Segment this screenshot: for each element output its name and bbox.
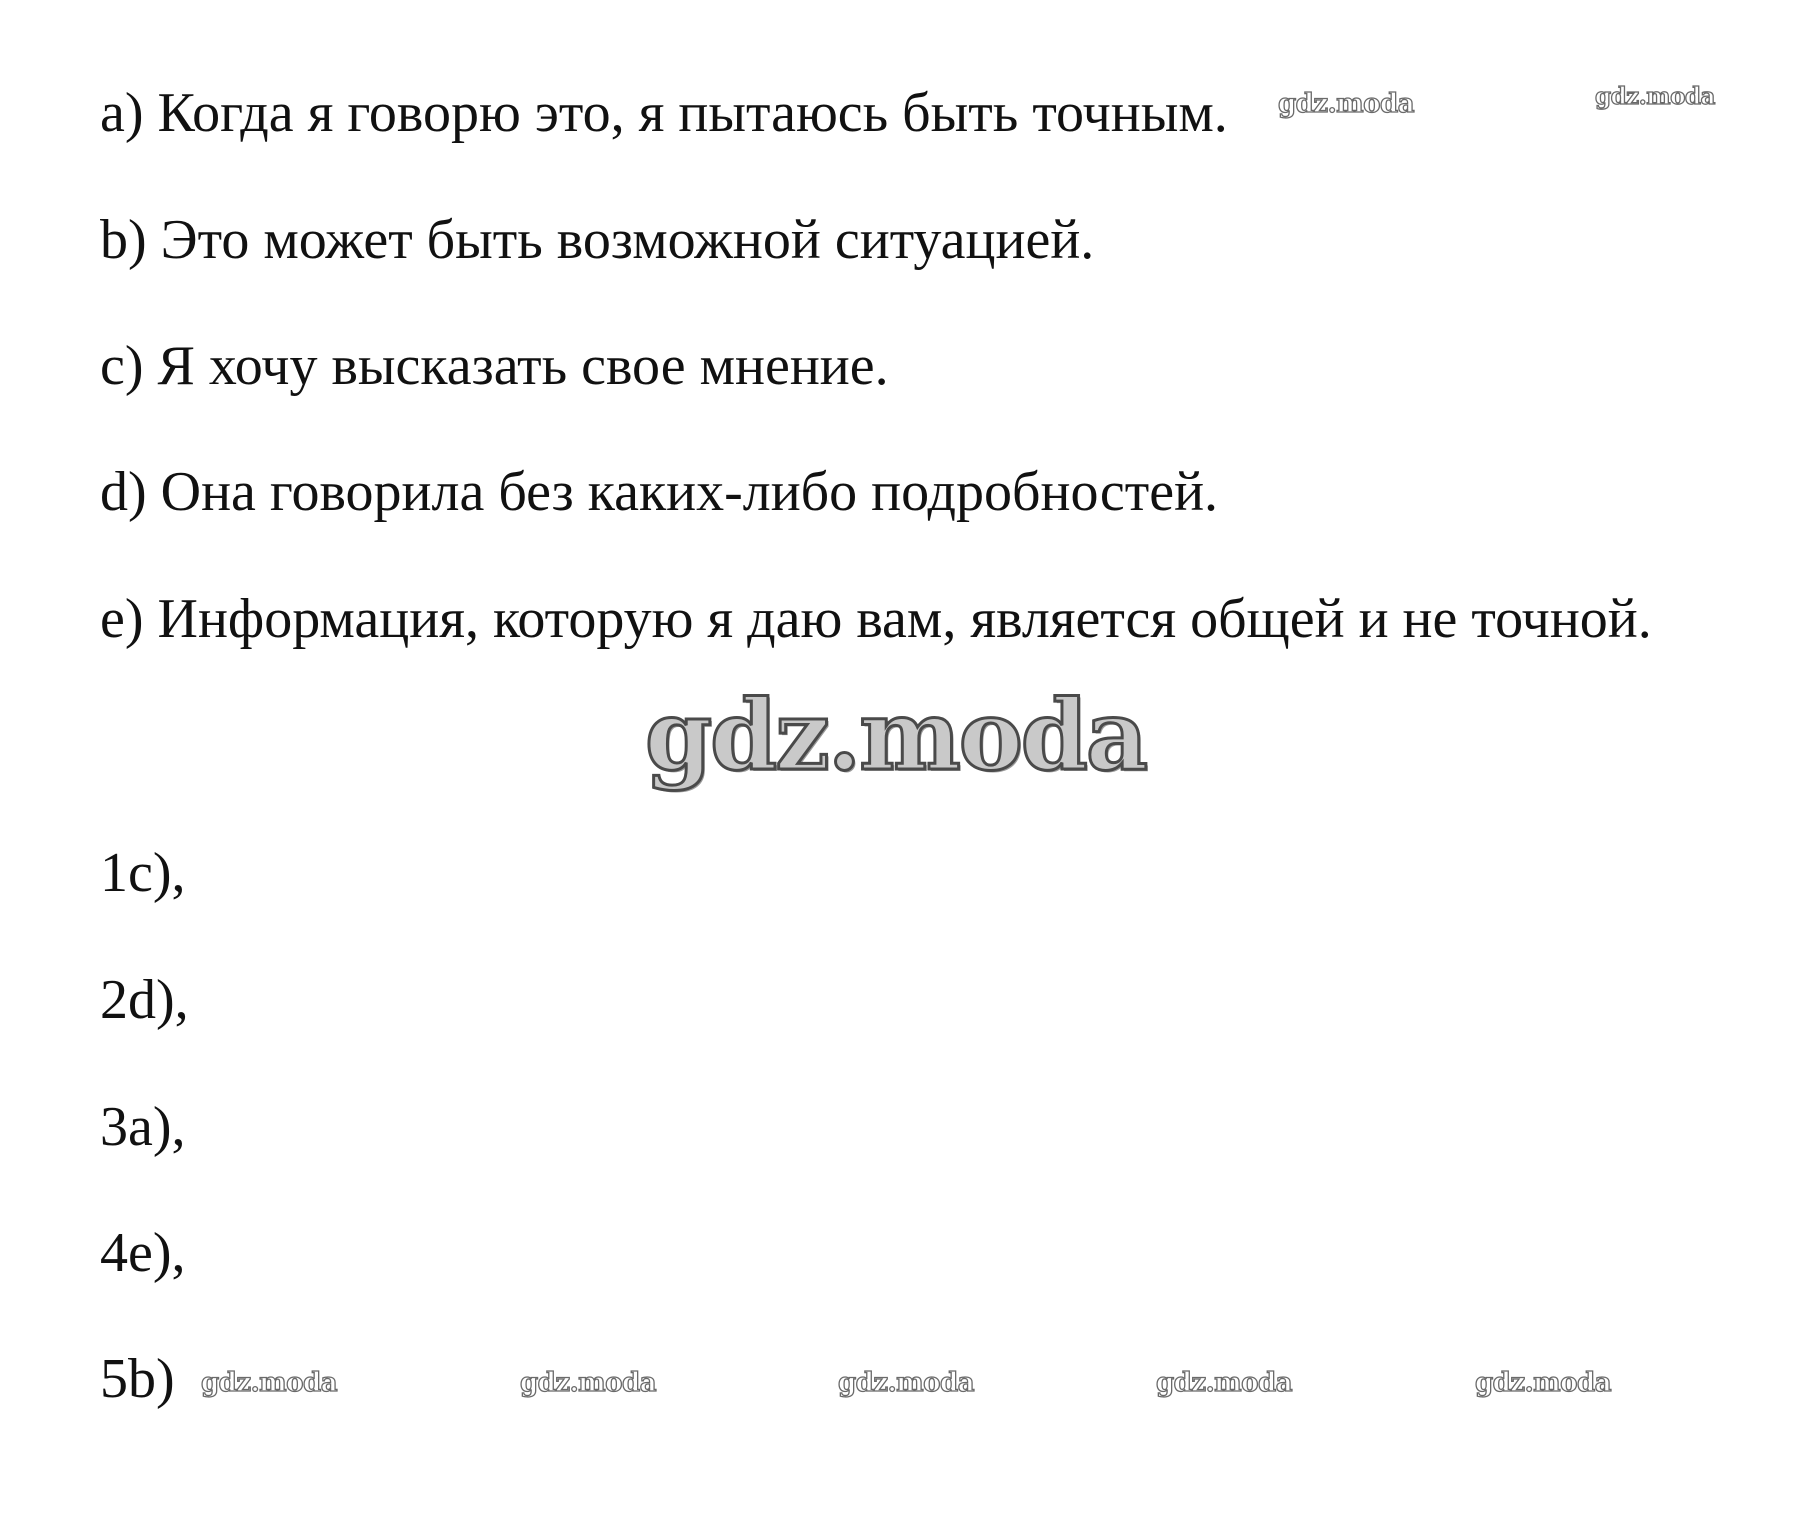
- statement-c: c) Я хочу высказать свое мнение.: [100, 335, 889, 397]
- watermark-top-middle: gdz.moda: [1278, 89, 1415, 119]
- watermark-bottom-5: gdz.moda: [1475, 1368, 1612, 1398]
- watermark-bottom-3: gdz.moda: [838, 1368, 975, 1398]
- watermark-top-right: gdz.moda: [1595, 83, 1715, 110]
- answer-3: 3a),: [100, 1096, 186, 1158]
- statement-d: d) Она говорила без каких-либо подробностей.: [100, 461, 1219, 523]
- statement-b: b) Это может быть возможной ситуацией.: [100, 209, 1095, 271]
- answer-5: 5b): [100, 1348, 175, 1410]
- watermark-bottom-1: gdz.moda: [201, 1368, 338, 1398]
- watermark-bottom-4: gdz.moda: [1156, 1368, 1293, 1398]
- answer-4: 4e),: [100, 1222, 186, 1284]
- watermark-large: gdz.moda: [645, 679, 1147, 792]
- watermark-bottom-2: gdz.moda: [520, 1368, 657, 1398]
- answer-1: 1c),: [100, 842, 186, 904]
- statement-a: a) Когда я говорю это, я пытаюсь быть точным.: [100, 82, 1228, 144]
- statement-e: e) Информация, которую я даю вам, является общей и не точной.: [100, 588, 1652, 650]
- answer-2: 2d),: [100, 969, 189, 1031]
